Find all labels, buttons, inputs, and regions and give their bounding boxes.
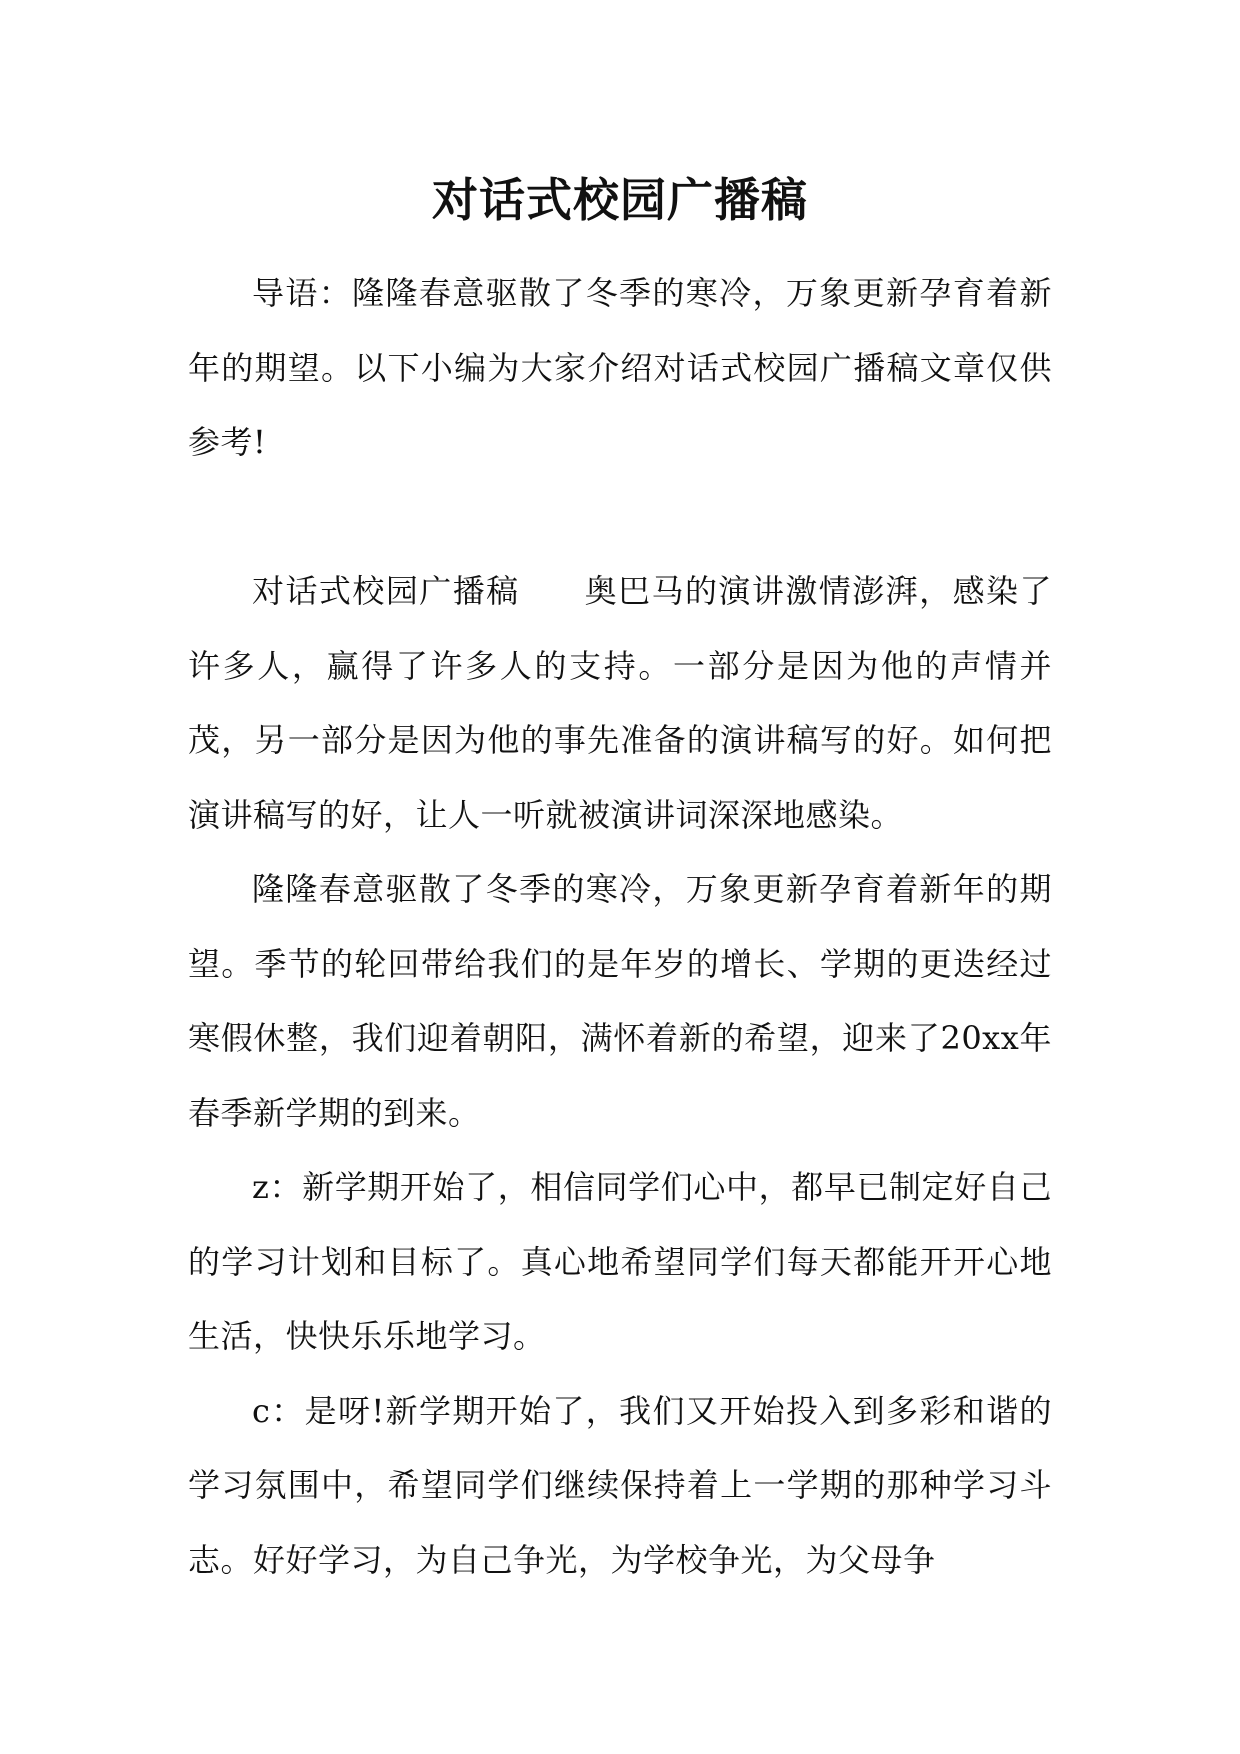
section-text: 奥巴马的演讲激情澎湃，感染了许多人，赢得了许多人的支持。一部分是因为他的声情并茂，另一部分是因为他的事先准备的演讲稿写的好。如何把演讲稿写的好，让人一听就被演讲词深深地感染。 xyxy=(188,572,1052,834)
body-paragraph-2: z：新学期开始了，相信同学们心中，都早已制定好自己的学习计划和目标了。真心地希望同学们每天都能开开心地生活，快快乐乐地学习。 xyxy=(188,1168,1052,1355)
section-paragraph xyxy=(188,554,1052,852)
section-heading: 对话式校园广播稿 xyxy=(252,572,520,610)
document-body xyxy=(188,256,1052,1597)
body-paragraph-1: 隆隆春意驱散了冬季的寒冷，万象更新孕育着新年的期望。季节的轮回带给我们的是年岁的增长、学期的更迭经过寒假休整，我们迎着朝阳，满怀着新的希望，迎来了20xx年春季新学期的到来。 xyxy=(188,870,1052,1132)
blank-line xyxy=(188,480,1052,555)
intro-paragraph: 导语：隆隆春意驱散了冬季的寒冷，万象更新孕育着新年的期望。以下小编为大家介绍对话式校园广播稿文章仅供参考! xyxy=(188,274,1052,461)
body-paragraph-3: c：是呀!新学期开始了，我们又开始投入到多彩和谐的学习氛围中，希望同学们继续保持着上一学期的那种学习斗志。好好学习，为自己争光，为学校争光，为父母争 xyxy=(188,1391,1052,1579)
document-title: 对话式校园广播稿 xyxy=(432,173,808,227)
